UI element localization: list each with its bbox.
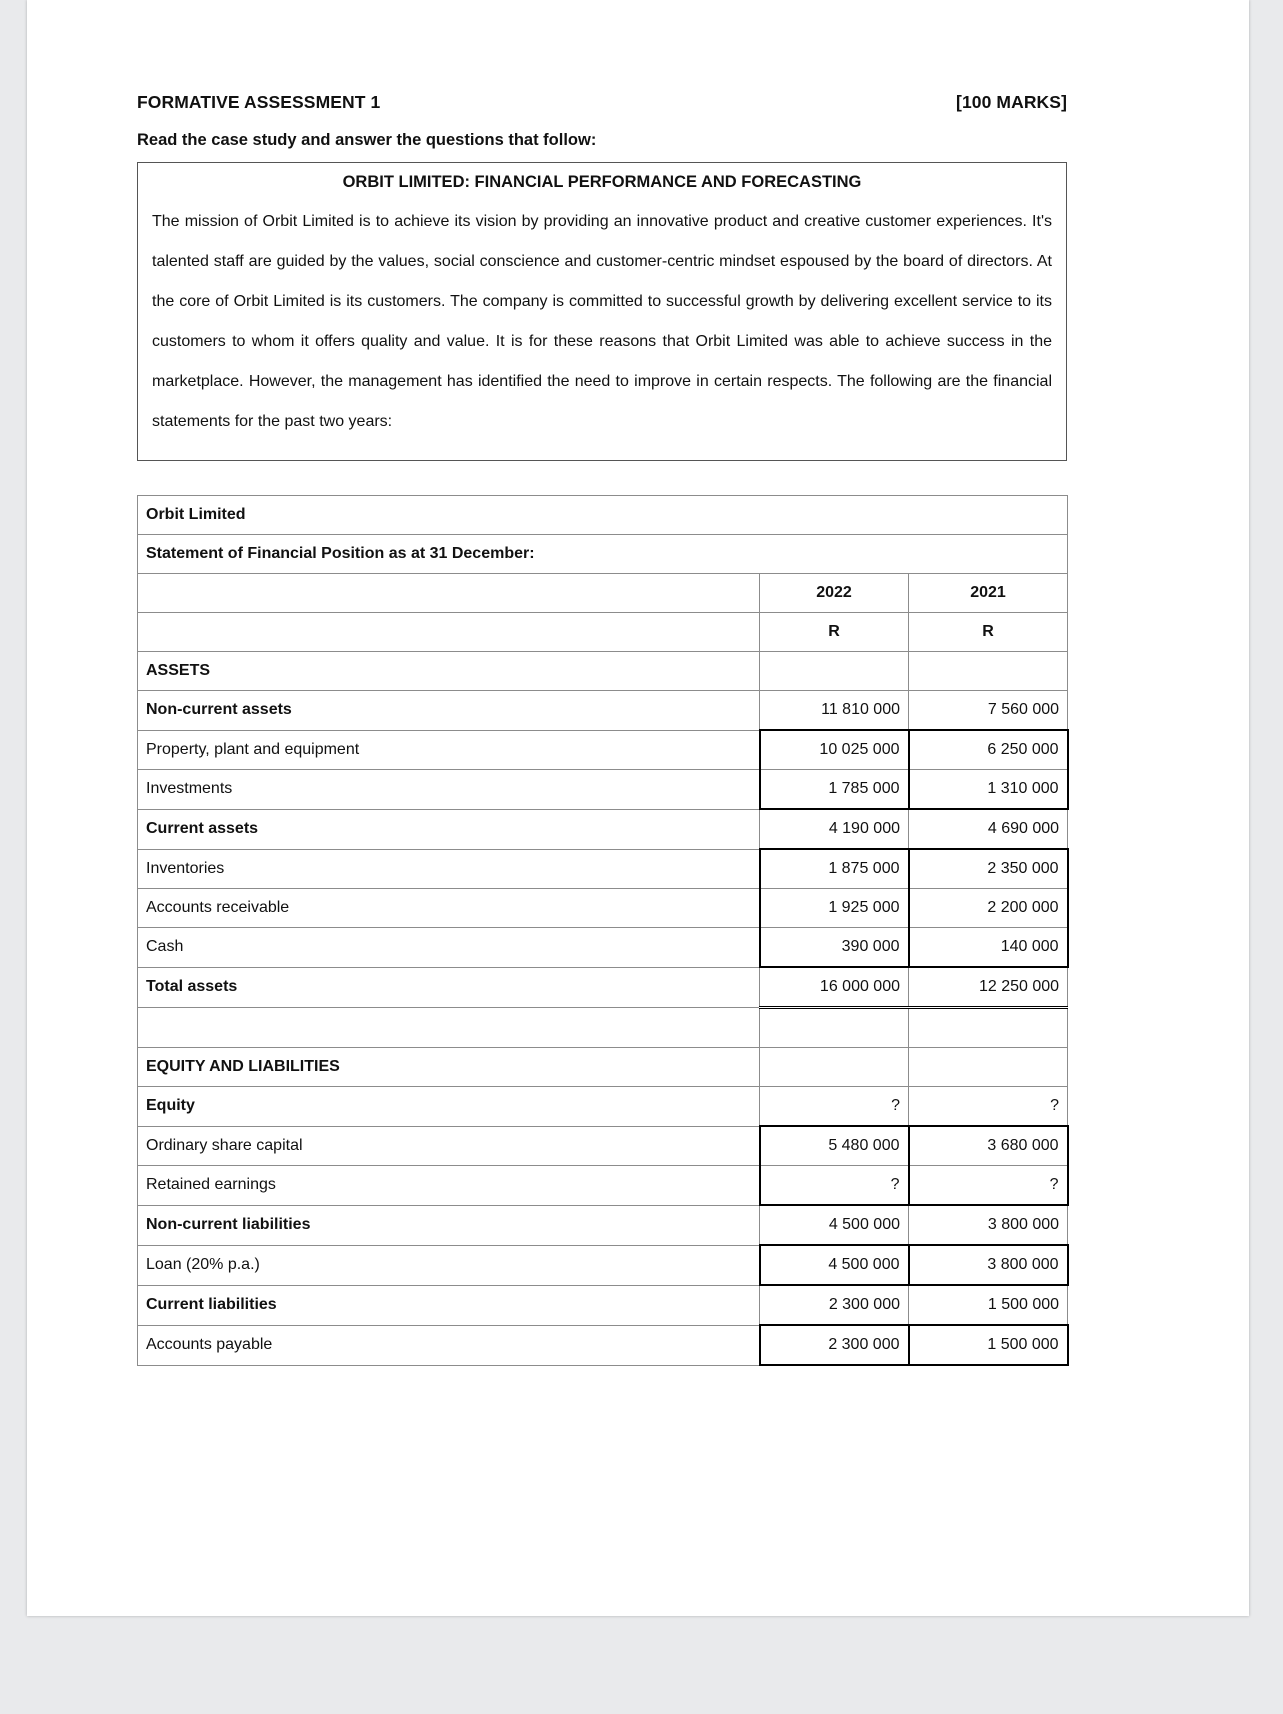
row-label: Total assets xyxy=(138,967,760,1008)
row-value-2022: 390 000 xyxy=(760,928,909,968)
row-value-2021: 3 800 000 xyxy=(909,1205,1068,1245)
row-value-2021: 2 200 000 xyxy=(909,889,1068,928)
instruction-text: Read the case study and answer the questions that follow: xyxy=(137,131,597,149)
table-row xyxy=(138,1285,1068,1325)
row-label: Inventories xyxy=(138,849,760,889)
statement-caption: Statement of Financial Position as at 31 December: xyxy=(138,535,1068,574)
row-value-2021: 1 500 000 xyxy=(909,1285,1068,1325)
row-value-2021: 3 680 000 xyxy=(909,1126,1068,1166)
case-study-body: The mission of Orbit Limited is to achieve its vision by providing an innovative product and creative customer experiences. It's talented staff are guided by the values, social conscience and customer-centric mindset espoused by the board of directors. At the core of Orbit Limited is its customers. The company is committed to successful growth by delivering excellent service to its customers to whom it offers quality and value. It is for these reasons that Orbit Limited was able to achieve success in the marketplace. However, the management has identified the need to improve in certain respects. The following are the financial statements for the past two years: xyxy=(152,213,1052,430)
section-heading-assets: ASSETS xyxy=(138,652,760,691)
table-row xyxy=(138,770,1068,810)
row-value-2022: 5 480 000 xyxy=(760,1126,909,1166)
row-value-2022: 4 500 000 xyxy=(760,1205,909,1245)
row-value-2022: ? xyxy=(760,1087,909,1127)
table-row-spacer xyxy=(138,1008,1068,1048)
row-value-2021: 7 560 000 xyxy=(909,691,1068,731)
document-page xyxy=(27,0,1249,1616)
row-value-2022: ? xyxy=(760,1166,909,1206)
row-value-2022: 1 785 000 xyxy=(760,770,909,810)
blank-cell xyxy=(909,652,1068,691)
row-label: Equity xyxy=(138,1087,760,1127)
blank-cell xyxy=(760,1048,909,1087)
row-value-2022: 16 000 000 xyxy=(760,967,909,1008)
table-row-section-assets xyxy=(138,652,1068,691)
table-row xyxy=(138,849,1068,889)
statement-of-financial-position-table xyxy=(137,495,1069,1366)
row-label: Accounts receivable xyxy=(138,889,760,928)
currency-header-2021: R xyxy=(909,613,1068,652)
row-value-2021: 3 800 000 xyxy=(909,1245,1068,1285)
row-value-2021: 140 000 xyxy=(909,928,1068,968)
table-row-currency-headers xyxy=(138,613,1068,652)
table-row xyxy=(138,1166,1068,1206)
blank-cell xyxy=(909,1048,1068,1087)
row-value-2021: ? xyxy=(909,1166,1068,1206)
row-value-2021: ? xyxy=(909,1087,1068,1127)
table-row xyxy=(138,1325,1068,1365)
row-value-2021: 4 690 000 xyxy=(909,809,1068,849)
row-value-2021: 12 250 000 xyxy=(909,967,1068,1008)
page-content xyxy=(137,92,1067,1366)
table-row xyxy=(138,889,1068,928)
row-value-2021: 1 500 000 xyxy=(909,1325,1068,1365)
case-study-title: ORBIT LIMITED: FINANCIAL PERFORMANCE AND FORECASTING xyxy=(342,173,862,191)
row-value-2021: 1 310 000 xyxy=(909,770,1068,810)
row-label: Cash xyxy=(138,928,760,968)
table-row xyxy=(138,1126,1068,1166)
table-row-total-assets xyxy=(138,967,1068,1008)
column-header-2022: 2022 xyxy=(760,574,909,613)
row-value-2021: 6 250 000 xyxy=(909,730,1068,770)
row-value-2022: 1 925 000 xyxy=(760,889,909,928)
table-row xyxy=(138,1087,1068,1127)
table-row xyxy=(138,1205,1068,1245)
total-marks: [100 MARKS] xyxy=(956,92,1067,112)
case-study-box xyxy=(137,162,1067,461)
table-row-caption xyxy=(138,535,1068,574)
row-value-2022: 4 190 000 xyxy=(760,809,909,849)
table-row xyxy=(138,691,1068,731)
row-value-2022: 4 500 000 xyxy=(760,1245,909,1285)
row-value-2022: 10 025 000 xyxy=(760,730,909,770)
blank-cell xyxy=(138,1008,760,1048)
table-row xyxy=(138,809,1068,849)
row-label: Non-current liabilities xyxy=(138,1205,760,1245)
row-label: Retained earnings xyxy=(138,1166,760,1206)
row-value-2021: 2 350 000 xyxy=(909,849,1068,889)
blank-cell xyxy=(760,652,909,691)
table-row-section-equity xyxy=(138,1048,1068,1087)
row-label: Accounts payable xyxy=(138,1325,760,1365)
table-row xyxy=(138,1245,1068,1285)
table-row xyxy=(138,730,1068,770)
row-label: Current assets xyxy=(138,809,760,849)
company-name: Orbit Limited xyxy=(138,496,1068,535)
row-label: Property, plant and equipment xyxy=(138,730,760,770)
blank-cell xyxy=(909,1008,1068,1048)
currency-header-2022: R xyxy=(760,613,909,652)
table-row xyxy=(138,928,1068,968)
row-label: Investments xyxy=(138,770,760,810)
row-value-2022: 1 875 000 xyxy=(760,849,909,889)
blank-cell xyxy=(138,613,760,652)
row-value-2022: 2 300 000 xyxy=(760,1325,909,1365)
blank-cell xyxy=(138,574,760,613)
page-title: FORMATIVE ASSESSMENT 1 xyxy=(137,92,381,112)
row-label: Loan (20% p.a.) xyxy=(138,1245,760,1285)
row-label: Ordinary share capital xyxy=(138,1126,760,1166)
row-label: Non-current assets xyxy=(138,691,760,731)
table-row-year-headers xyxy=(138,574,1068,613)
financial-statement xyxy=(137,495,1067,1366)
assessment-header xyxy=(137,92,1067,113)
column-header-2021: 2021 xyxy=(909,574,1068,613)
row-label: Current liabilities xyxy=(138,1285,760,1325)
blank-cell xyxy=(760,1008,909,1048)
table-row-company xyxy=(138,496,1068,535)
row-value-2022: 2 300 000 xyxy=(760,1285,909,1325)
section-heading-equity-and-liabilities: EQUITY AND LIABILITIES xyxy=(138,1048,760,1087)
row-value-2022: 11 810 000 xyxy=(760,691,909,731)
